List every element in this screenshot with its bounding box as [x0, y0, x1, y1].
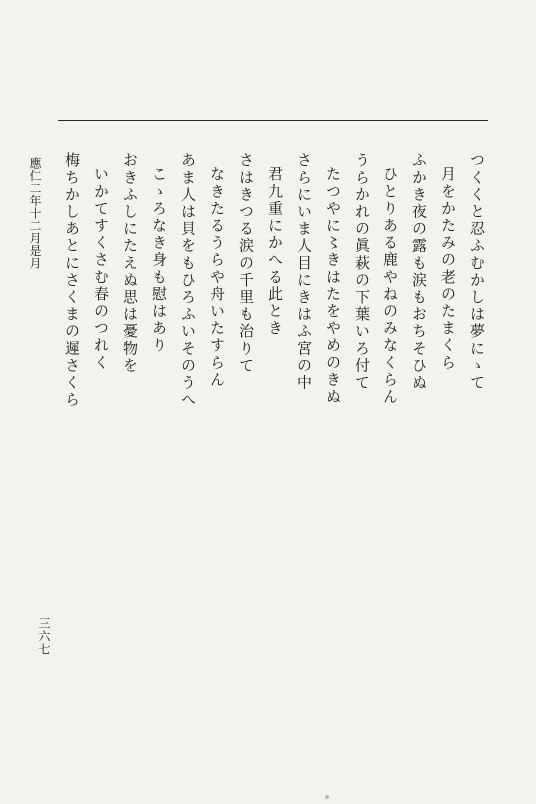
poem-line: 梅ちかしあとにさくまの遲さくら	[63, 152, 81, 409]
poem-line: さらにいま人目にきはふ宮の中	[295, 152, 313, 392]
poem-line: たつやに〻きはたをやめのきぬ	[324, 166, 342, 406]
poem-line: こゝろなき身も慰はあり	[150, 166, 168, 355]
poem-line: 月をかたみの老のたまくら	[439, 166, 457, 372]
date-note: 應仁二年十二月是月	[28, 157, 42, 270]
poem-line: なきたるうらや舟いたすらん	[208, 166, 226, 389]
poem-line: ひとりある鹿やねのみなくらん	[381, 166, 399, 406]
poem-line: いかてすくさむ春のつれく	[92, 166, 110, 372]
poem-line: おきふしにたえぬ思は憂物を	[121, 152, 139, 375]
poem-line: ふかき夜の露も涙もおちそひぬ	[410, 152, 428, 392]
paper-smudge	[325, 795, 329, 799]
header-rule	[58, 120, 488, 121]
page-number: 三六七	[37, 617, 51, 656]
poem-line: さはきつる涙の千里も治りて	[237, 152, 255, 375]
poem-line: 君九重にかへる此とき	[266, 166, 284, 337]
poem-line: つくくと忍ふむかしは夢にゝて	[468, 152, 486, 392]
poem-line: うらかれの眞萩の下葉いろ付て	[353, 152, 371, 392]
poem-line: あま人は貝をもひろふいそのうへ	[179, 152, 197, 409]
